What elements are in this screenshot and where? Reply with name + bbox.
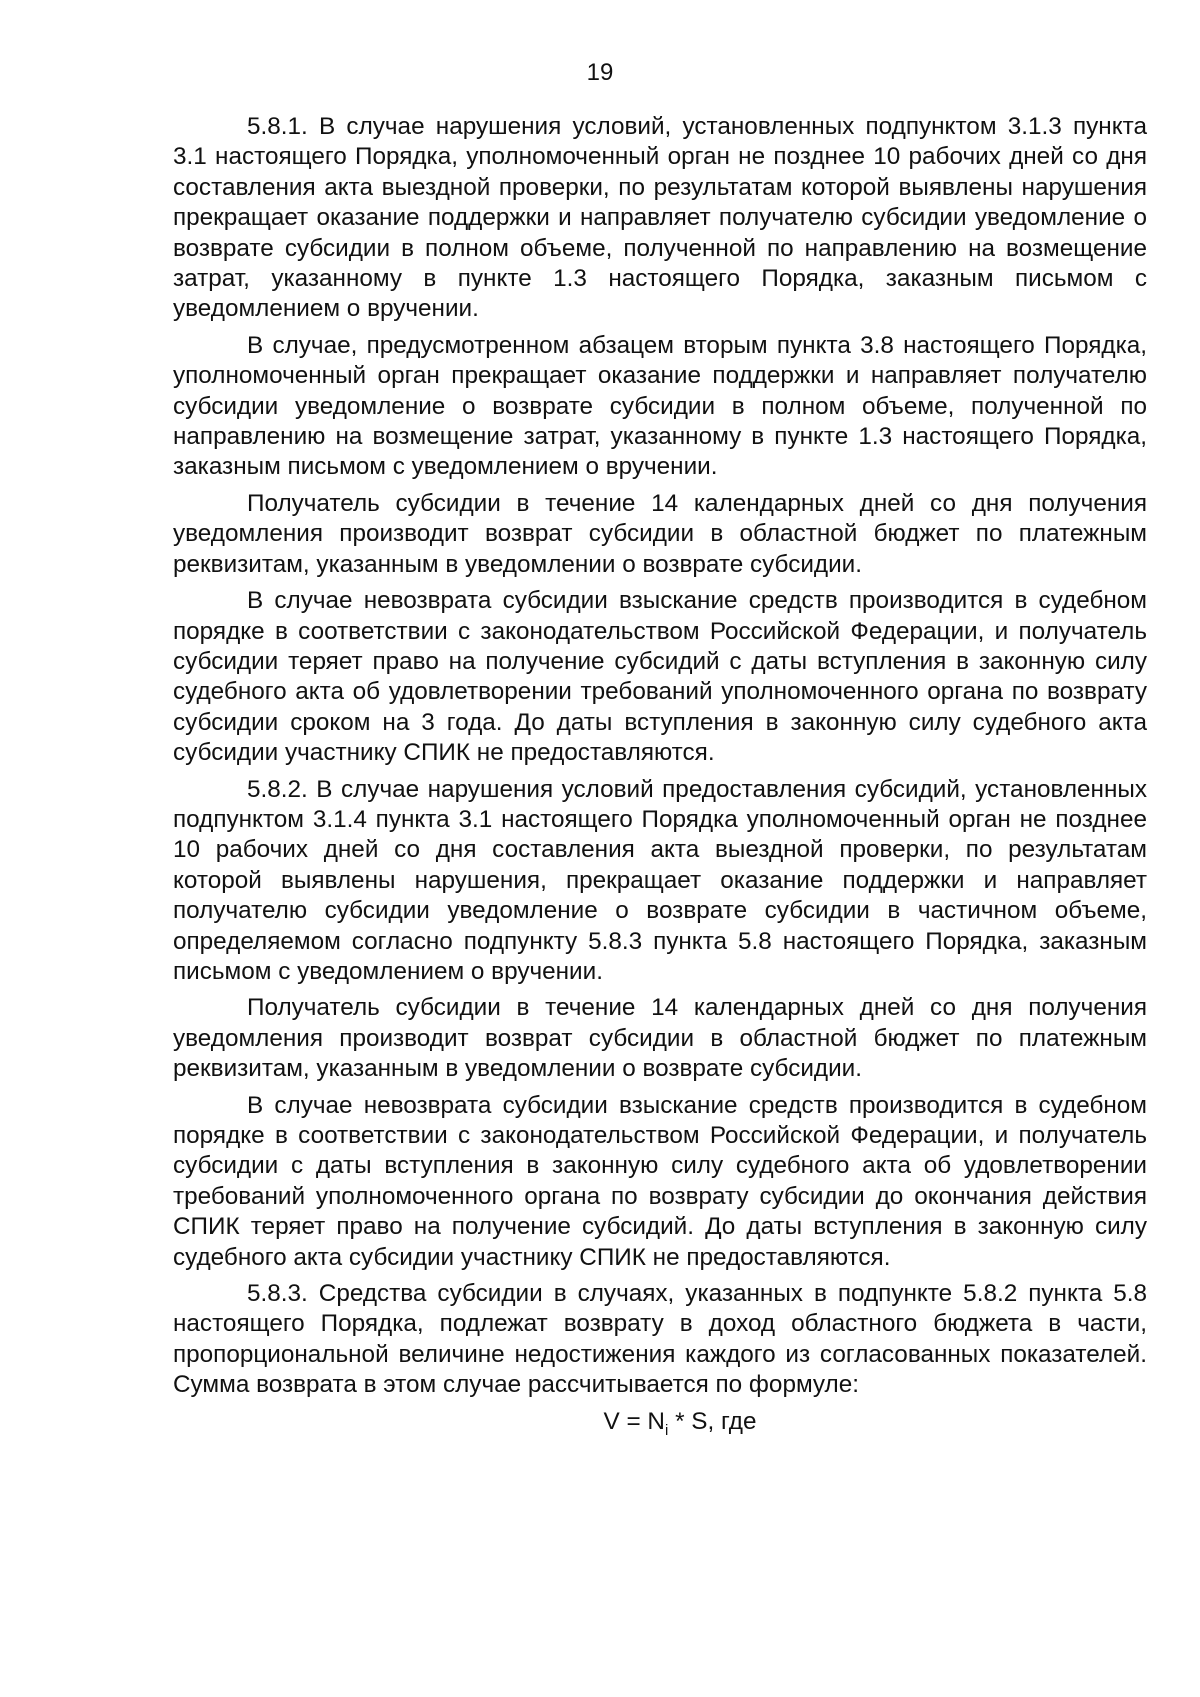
paragraph-non-refund-1: В случае невозврата субсидии взыскание средств производится в судебном порядке в соответствии с законодательством Российской Федерации, и получатель субсидии теряет право на получение субсидий с даты вступления в законную силу судебного акта об удовлетворении требований уполномоченного органа по возврату субсидии сроком на 3 года. До даты вступления в законную силу судебного акта субсидии участнику СПИК не предоставляются. xyxy=(173,587,1147,767)
paragraph-non-refund-2: В случае невозврата субсидии взыскание средств производится в судебном порядке в соответствии с законодательством Российской Федерации, и получатель субсидии с даты вступления в законную силу судебного акта об удовлетворении требований уполномоченного органа по возврату субсидии до окончания действия СПИК теряет право на получение субсидий. До даты вступления в законную силу судебного акта субсидии участнику СПИК не предоставляются. xyxy=(173,1091,1147,1271)
formula-subscript: i xyxy=(664,1421,669,1439)
paragraph-case-3-8: В случае, предусмотренном абзацем вторым пункта 3.8 настоящего Порядка, уполномоченный орган прекращает оказание поддержки и направляет получателю субсидии уведомление о возврате субсидии в полном объеме, полученной по направлению на возмещение затрат, указанному в пункте 1.3 настоящего Порядка, заказным письмом с уведомлением о вручении. xyxy=(173,331,1147,481)
paragraph-5-8-2: 5.8.2. В случае нарушения условий предоставления субсидий, установленных подпунктом 3.1.4 пункта 3.1 настоящего Порядка уполномоченный орган не позднее 10 рабочих дней со дня составления акта выездной проверки, по результатам которой выявлены нарушения, прекращает оказание поддержки и направляет получателю субсидии уведомление о возврате субсидии в частичном объеме, определяемом согласно подпункту 5.8.3 пункта 5.8 настоящего Порядка, заказным письмом с уведомлением о вручении. xyxy=(173,775,1147,985)
paragraph-5-8-1: 5.8.1. В случае нарушения условий, установленных подпунктом 3.1.3 пункта 3.1 настоящего Порядка, уполномоченный орган не позднее 10 рабочих дней со дня составления акта выездной проверки, по результатам которой выявлены нарушения прекращает оказание поддержки и направляет получателю субсидии уведомление о возврате субсидии в полном объеме, полученной по направлению на возмещение затрат, указанному в пункте 1.3 настоящего Порядка, заказным письмом с уведомлением о вручении. xyxy=(173,113,1147,323)
formula-part-1: V = N xyxy=(603,1407,665,1435)
paragraph-refund-term-1: Получатель субсидии в течение 14 календарных дней со дня получения уведомления производит возврат субсидии в областной бюджет по платежным реквизитам, указанным в уведомлении о возврате субсидии. xyxy=(173,489,1147,578)
document-body xyxy=(173,112,1147,1437)
paragraph-5-8-3: 5.8.3. Средства субсидии в случаях, указанных в подпункте 5.8.2 пункта 5.8 настоящего Порядка, подлежат возврату в доход областного бюджета в части, пропорциональной величине недостижения каждого из согласованных показателей. Сумма возврата в этом случае рассчитывается по формуле: xyxy=(173,1280,1147,1399)
page-number: 19 xyxy=(586,59,614,86)
refund-formula xyxy=(173,1407,1147,1437)
formula-part-2: * S, где xyxy=(668,1407,757,1435)
paragraph-refund-term-2: Получатель субсидии в течение 14 календарных дней со дня получения уведомления производит возврат субсидии в областной бюджет по платежным реквизитам, указанным в уведомлении о возврате субсидии. xyxy=(173,994,1147,1083)
